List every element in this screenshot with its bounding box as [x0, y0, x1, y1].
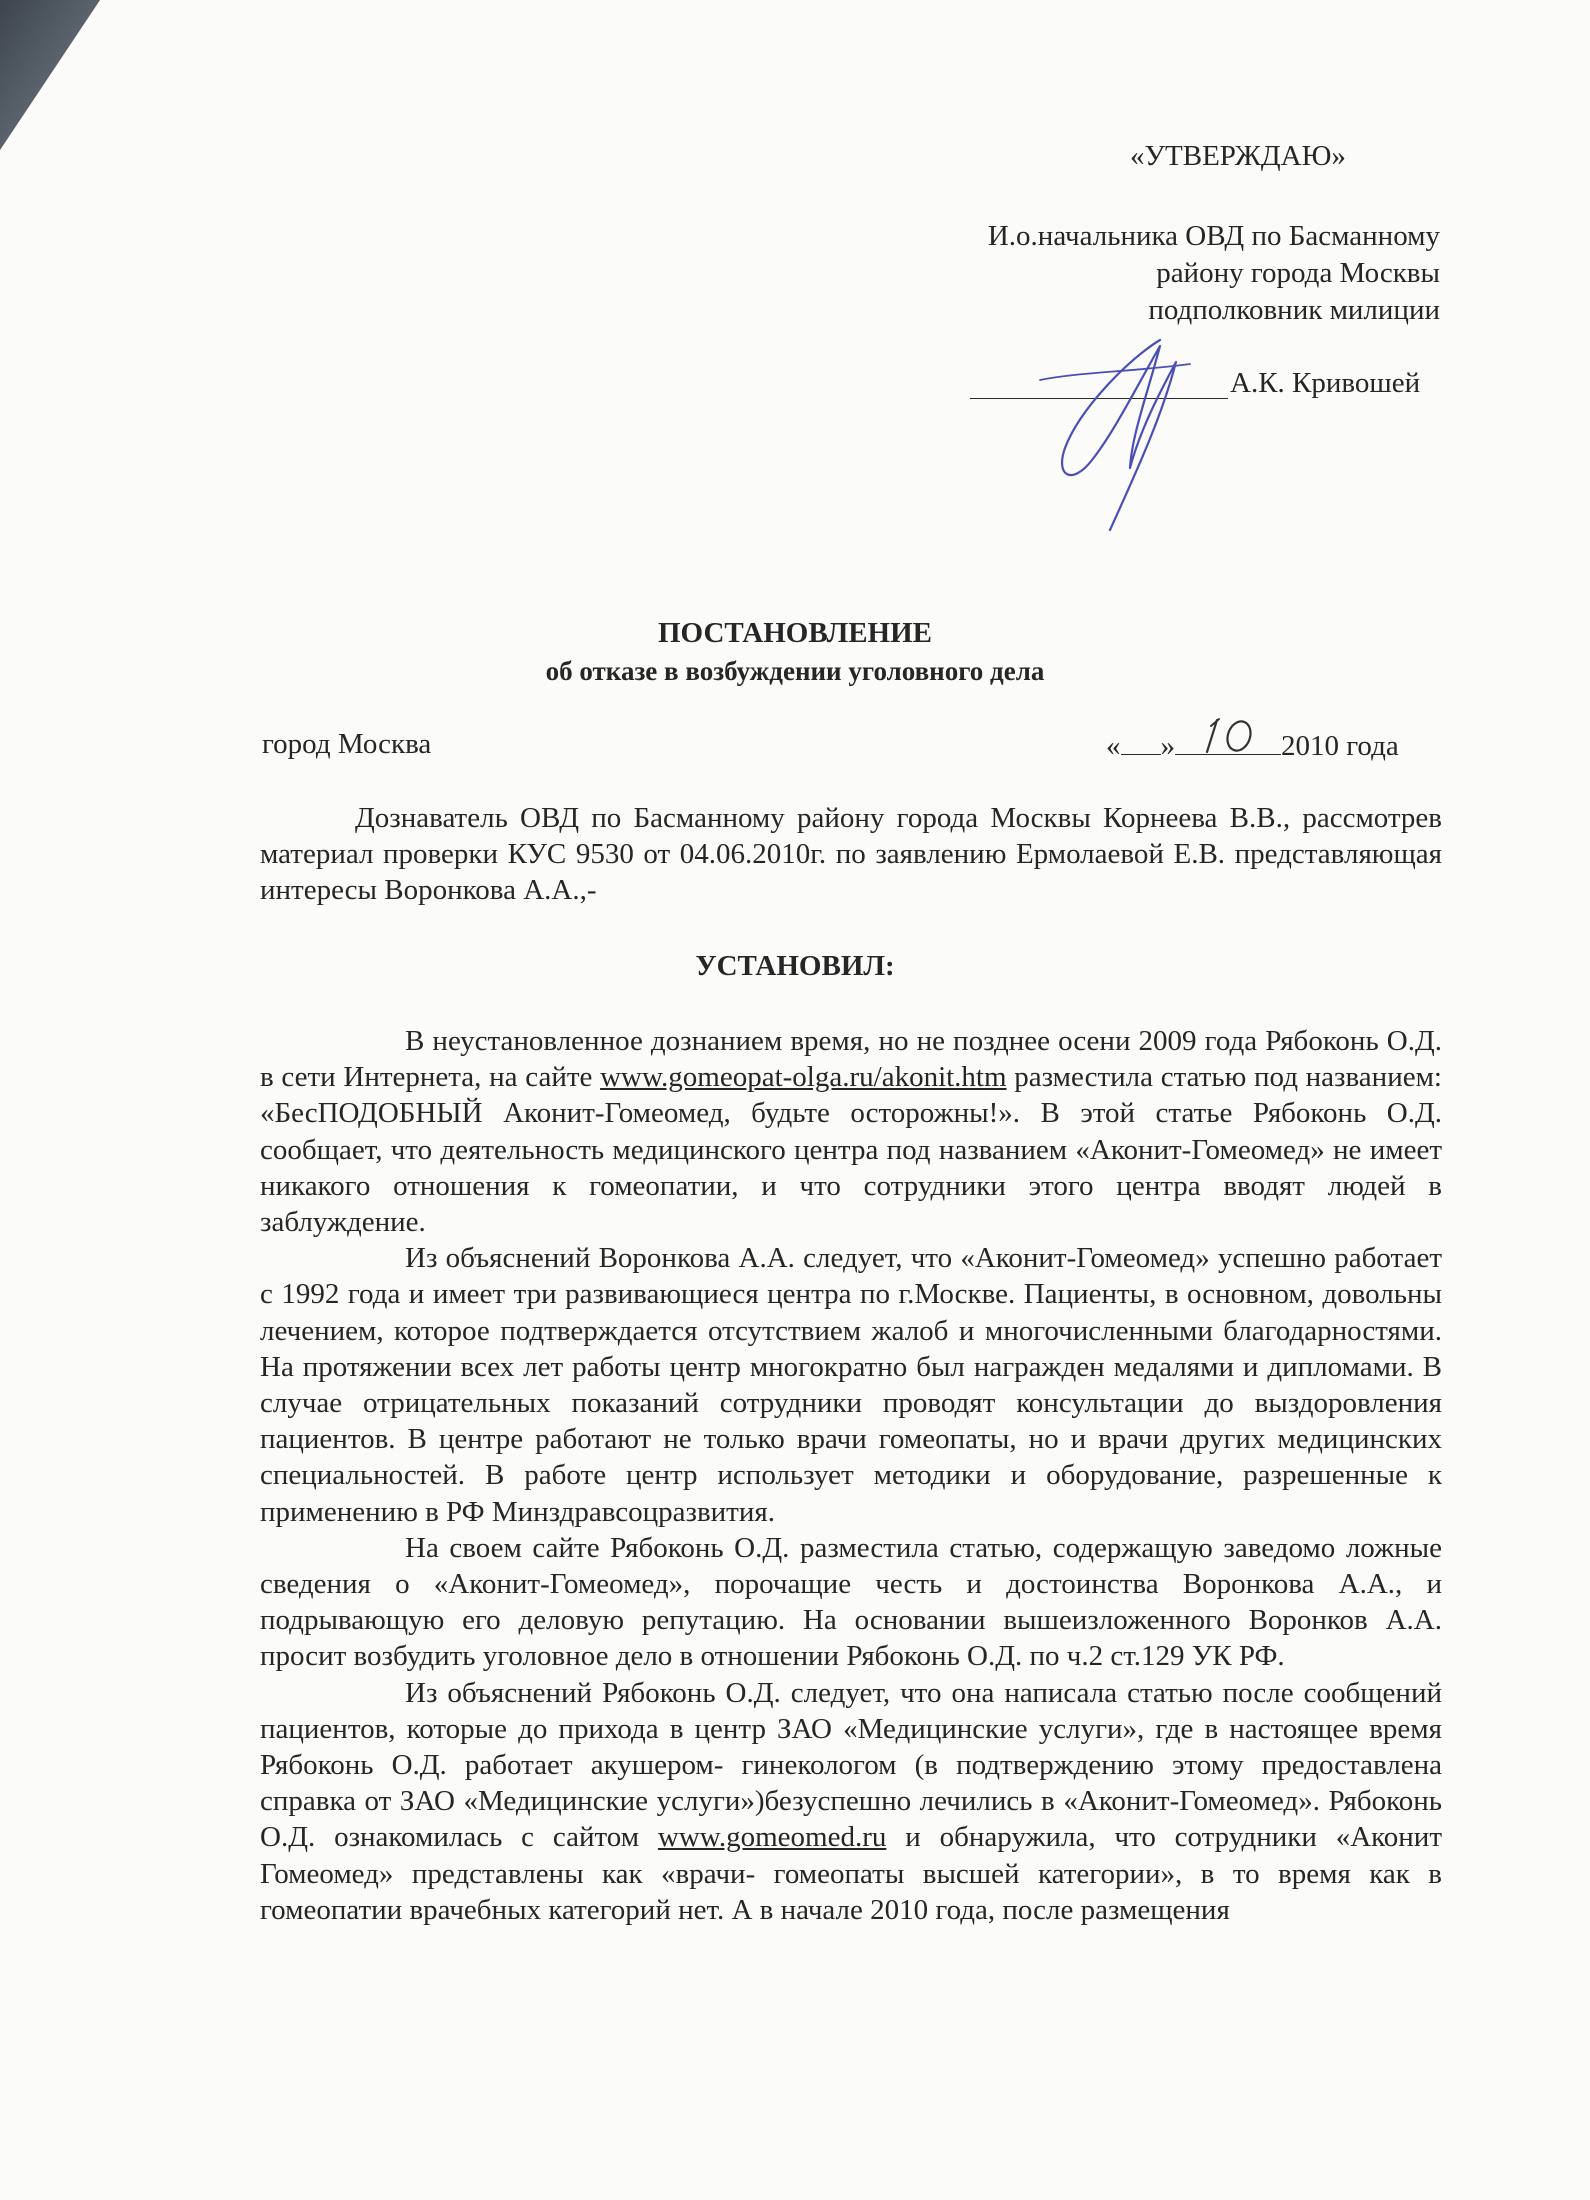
- date-month-blank: [1175, 728, 1281, 755]
- link-gomeopat-olga[interactable]: www.gomeopat-olga.ru/akonit.htm: [600, 1061, 1007, 1094]
- paragraph-4-text-b: и обнаружила, что сотрудники «Аконит Гомеомед» представлены как «врачи- гомеопаты высшей категории», в то время как в гомеопатии врачебных категорий нет. А в начале 2010 года, после размещения: [260, 1821, 1442, 1926]
- section-heading-established: УСТАНОВИЛ:: [695, 950, 895, 982]
- paragraph-4-text-a: Из объяснений Рябоконь О.Д. следует, что она написала статью после сообщений пациентов, которые до прихода в центр ЗАО «Медицинские услуги», где в настоящее время Рябоконь О.Д. работает акушером- гинекологом (в подтверждению этому предоставлена справка от ЗАО «Медицинские услуги»)безуспешно лечились в «Аконит-Гомеомед». Рябоконь О.Д. ознакомилась с сайтом: [260, 1676, 1442, 1854]
- paragraph-2: Из объяснений Воронкова А.А. следует, что «Аконит-Гомеомед» успешно работает с 1992 года и имеет три развивающиеся центра по г.Москве. Пациенты, в основном, довольны лечением, которое подтверждается отсутствием жалоб и многочисленными благодарностями. На протяжении всех лет работы центр многократно был награжден медалями и дипломами. В случае отрицательных показаний сотрудники проводят консультации до выздоровления пациентов. В центре работают не только врачи гомеопаты, но и врачи других медицинских специальностей. В работе центр использует методики и оборудование, разрешенные к применению в РФ Минздравсоцразвития.: [260, 1242, 1442, 1528]
- document-city: город Москва: [262, 728, 432, 760]
- paragraph-1-text-a: В неустановленное дознанием время, но не позднее осени 2009 года Рябоконь О.Д. в сети Интернета, на сайте: [260, 1025, 1442, 1094]
- scan-corner-shadow: [0, 0, 110, 160]
- intro-text: Дознаватель ОВД по Басманному району города Москвы Корнеева В.В., рассмотрев материал проверки КУС 9530 от 04.06.2010г. по заявлению Ермолаевой Е.В. представляющая интересы Воронкова А.А.,-: [260, 802, 1442, 907]
- paragraph-1-text-b: разместила статью под названием: «БесПОДОБНЫЙ Аконит-Гомеомед, будьте осторожны!». В этой статье Рябоконь О.Д. сообщает, что деятельность медицинского центра под названием «Аконит-Гомеомед» не имеет никакого отношения к гомеопатии, и что сотрудники этого центра вводят людей в заблуждение.: [260, 1061, 1442, 1239]
- document-date: [1106, 728, 1399, 763]
- date-year: 2010 года: [1281, 730, 1399, 762]
- approval-signer: А.К. Кривошей: [1230, 367, 1421, 399]
- intro-paragraph: [260, 800, 1442, 909]
- date-open-quote: «: [1106, 730, 1121, 762]
- handwritten-month: [1201, 714, 1261, 758]
- approval-position: И.о.начальника ОВД по Басманному: [987, 220, 1440, 252]
- date-close-quote: »: [1160, 730, 1175, 762]
- approval-rank: подполковник милиции: [1148, 294, 1440, 326]
- document-title: ПОСТАНОВЛЕНИЕ: [657, 617, 932, 649]
- document-subtitle: об отказе в возбуждении уголовного дела: [545, 656, 1045, 686]
- body-text: [260, 1023, 1442, 1928]
- paragraph-3: На своем сайте Рябоконь О.Д. разместила статью, содержащую заведомо ложные сведения о «Аконит-Гомеомед», порочащие честь и достоинства Воронкова А.А., и подрывающую его деловую репутацию. На основании вышеизложенного Воронков А.А. просит возбудить уголовное дело в отношении Рябоконь О.Д. по ч.2 ст.129 УК РФ.: [260, 1531, 1442, 1673]
- approval-district: району города Москвы: [1156, 257, 1440, 289]
- paragraph-1: [260, 1023, 1442, 1240]
- approval-heading: «УТВЕРЖДАЮ»: [1130, 140, 1346, 172]
- date-day-blank: [1121, 732, 1161, 755]
- handwritten-signature: [1010, 318, 1210, 548]
- link-gomeomed[interactable]: www.gomeomed.ru: [657, 1821, 887, 1854]
- paragraph-4: [260, 1675, 1442, 1928]
